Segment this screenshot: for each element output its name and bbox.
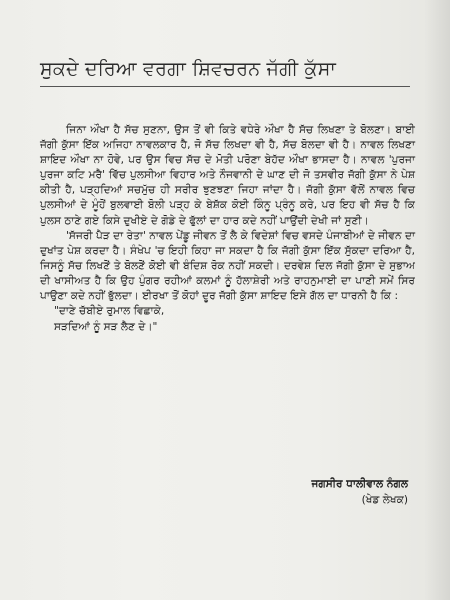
author-role: (ਖੇਡ ਲੇਖਕ) <box>361 494 408 506</box>
title-underline <box>40 86 410 87</box>
article-body <box>40 123 415 335</box>
page-title: ਸੁਕਦੇ ਦਰਿਆ ਵਰਗਾ ਸ਼ਿਵਚਰਨ ਜੱਗੀ ਕੁੱਸਾ <box>40 58 336 80</box>
spine-shadow <box>424 0 450 600</box>
paragraph-2: 'ਸੱਜਰੀ ਪੈੜ ਦਾ ਰੇਤਾ' ਨਾਵਲ ਪੇਂਡੂ ਜੀਵਨ ਤੋਂ ਲੈ ਕੇ ਵਿਦੇਸ਼ਾਂ ਵਿਚ ਵਸਦੇ ਪੰਜਾਬੀਆਂ ਦੇ ਜੀਵਨ ਦਾ ਦੁਖਾਂਤ ਪੇਸ਼ ਕਰਦਾ ਹੈ। ਸੰਖੇਪ 'ਚ ਇਹੀ ਕਿਹਾ ਜਾ ਸਕਦਾ ਹੈ ਕਿ ਜੱਗੀ ਕੁੱਸਾ ਇੱਕ ਸੁੱਕਦਾ ਦਰਿਆ ਹੈ, ਜਿਸਨੂੰ ਸੱਚ ਲਿਖਣੋਂ ਤੇ ਬੋਲਣੋਂ ਕੋਈ ਵੀ ਬੰਦਿਸ਼ ਰੋਕ ਨਹੀਂ ਸਕਦੀ। ਦਰਵੇਸ਼ ਦਿਲ ਜੱਗੀ ਕੁੱਸਾ ਦੇ ਸੁਭਾਅ ਦੀ ਖਾਸੀਅਤ ਹੈ ਕਿ ਉਹ ਪੁੰਗਰ ਰਹੀਆਂ ਕਲਮਾਂ ਨੂੰ ਹੱਲਾਸ਼ੇਰੀ ਅਤੇ ਰਾਹਨੁਮਾਈ ਦਾ ਪਾਣੀ ਸਮੇਂ ਸਿਰ ਪਾਉਣਾ ਕਦੇ ਨਹੀਂ ਭੁੱਲਦਾ। ਈਰਖਾ ਤੋਂ ਕੋਹਾਂ ਦੂਰ ਜੱਗੀ ਕੁੱਸਾ ਸ਼ਾਇਦ ਇਸੇ ਗੱਲ ਦਾ ਧਾਰਨੀ ਹੈ ਕਿ : <box>40 229 415 303</box>
couplet-quote <box>40 304 415 335</box>
quote-line-2: ਸੜਦਿਆਂ ਨੂੰ ਸੜ ਲੈਣ ਦੇ।" <box>54 320 158 333</box>
paragraph-1: ਜਿਨਾ ਔਖਾ ਹੈ ਸੱਚ ਸੁਣਨਾ, ਉਸ ਤੋਂ ਵੀ ਕਿਤੇ ਵਧੇਰੇ ਔਖਾ ਹੈ ਸੱਚ ਲਿਖਣਾ ਤੇ ਬੋਲਣਾ। ਬਾਈ ਜੱਗੀ ਕੁੱਸਾ ਇੱਕ ਅਜਿਹਾ ਨਾਵਲਕਾਰ ਹੈ, ਜੋ ਸੱਚ ਲਿਖਦਾ ਵੀ ਹੈ, ਸੱਚ ਬੋਲਦਾ ਵੀ ਹੈ। ਨਾਵਲ ਲਿਖਣਾ ਸ਼ਾਇਦ ਔਖਾ ਨਾ ਹੋਵੇ, ਪਰ ਉਸ ਵਿਚ ਸੱਚ ਦੇ ਮੋਤੀ ਪਰੋਣਾ ਬੇਹੱਦ ਔਖਾ ਭਾਸਦਾ ਹੈ। ਨਾਵਲ 'ਪੁਰਜਾ ਪੁਰਜਾ ਕਟਿ ਮਰੈ' ਵਿੱਚ ਪੁਲਸੀਆ ਵਿਹਾਰ ਅਤੇ ਨੌਜਵਾਨੀ ਦੇ ਘਾਣ ਦੀ ਜੋ ਤਸਵੀਰ ਜੱਗੀ ਕੁੱਸਾ ਨੇ ਪੇਸ਼ ਕੀਤੀ ਹੈ, ਪੜ੍ਹਦਿਆਂ ਸਚਮੁੱਚ ਹੀ ਸਰੀਰ ਝੁਣਝਣਾ ਜਿਹਾ ਜਾਂਦਾ ਹੈ। ਜੱਗੀ ਕੁੱਸਾ ਵੱਲੋਂ ਨਾਵਲ ਵਿਚ ਪੁਲਸੀਆਂ ਦੇ ਮੂੰਹੋਂ ਬੁਲਵਾਈ ਬੋਲੀ ਪੜ੍ਹ ਕੇ ਬੇਸ਼ੱਕ ਕੋਈ ਕਿੰਨੂ ਪ੍ਰੰਨੂ ਕਰੇ, ਪਰ ਇਹ ਵੀ ਸੱਚ ਹੈ ਕਿ ਪੁਲਸ ਠਾਣੇ ਗਏ ਕਿਸੇ ਦੁਖੀਏ ਦੇ ਗੋਡੇ ਦੇ ਫੁੱਲਾਂ ਦਾ ਹਾਰ ਕਦੇ ਨਹੀਂ ਪਾਉਂਦੀ ਦੇਖੀ ਜਾਂ ਸੁਣੀ। <box>40 124 415 227</box>
author-signature <box>311 476 408 508</box>
author-name: ਜਗਸੀਰ ਧਾਲੀਵਾਲ ਨੰਗਲ <box>311 478 408 490</box>
quote-line-1: "ਦਾਣੇ ਚੱਬੀਏ ਰੁਮਾਲ ਵਿਛਾਕੇ, <box>54 305 165 318</box>
